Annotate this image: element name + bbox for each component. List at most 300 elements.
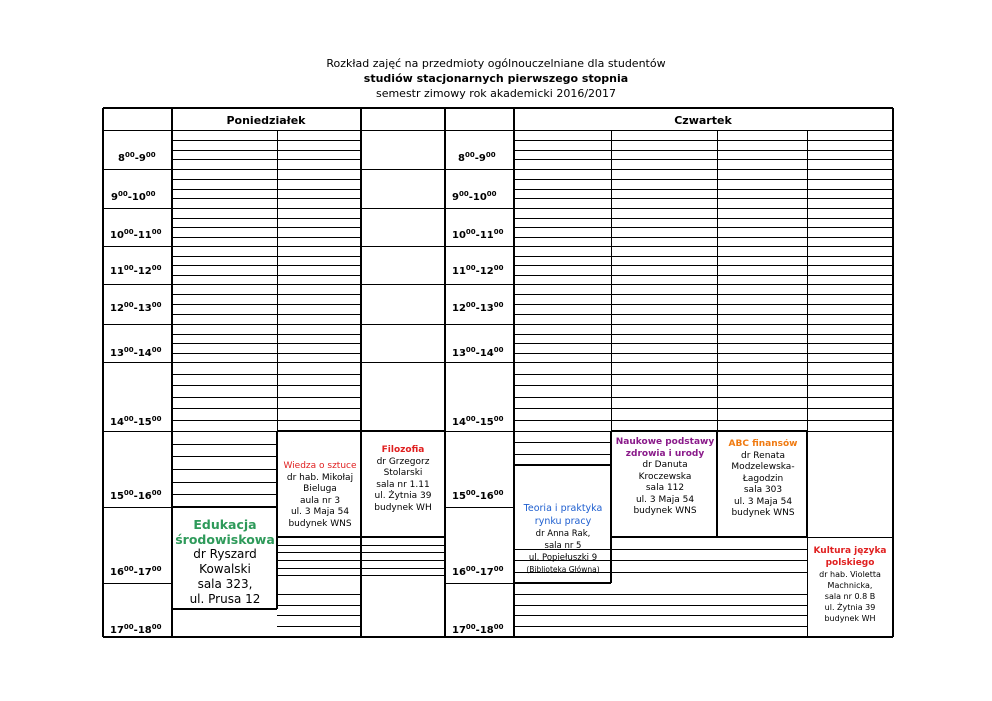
grid-line [172,324,277,325]
grid-line [361,362,445,363]
grid-line [172,150,277,151]
schedule-title-line3: semestr zimowy rok akademicki 2016/2017 [375,87,617,100]
grid-line [361,208,445,209]
grid-line [717,294,807,295]
grid-line [514,362,611,363]
grid-line [514,237,611,238]
grid-line [717,218,807,219]
time-label: $13^{00}-14^{00}$ [110,346,162,359]
grid-line [611,294,717,295]
grid-line [611,237,717,238]
grid-line [103,130,893,131]
grid-line [611,343,717,344]
grid-line [514,615,807,616]
course-title: Kultura języka polskiego [813,546,887,568]
grid-line [277,575,445,576]
course-filozofia [362,445,444,521]
grid-line [102,108,104,637]
time-label: $16^{00}-17^{00}$ [110,565,162,578]
grid-line [277,304,361,305]
course-detail: Machnicka, [827,581,873,590]
grid-line [807,397,893,398]
time-label: $11^{00}-12^{00}$ [452,264,504,277]
grid-line [103,246,172,247]
grid-line [514,582,611,584]
time-label: $12^{00}-13^{00}$ [110,301,162,314]
course-detail: Modzelewska- [731,462,795,472]
course-detail: dr Danuta [642,460,688,470]
grid-line [514,159,611,160]
grid-line [172,343,277,344]
grid-line [277,374,361,375]
grid-line [444,108,446,637]
grid-line [611,246,717,247]
grid-line [172,420,277,421]
grid-line [361,246,445,247]
grid-line [172,179,277,180]
grid-line [514,353,611,354]
grid-line [445,208,514,209]
grid-line [172,198,277,199]
schedule-title-line2: studiów stacjonarnych pierwszego stopnia [363,72,629,85]
grid-line [277,284,361,285]
course-detail: ul. Żytnia 39 [824,603,876,612]
grid-line [277,605,361,606]
grid-line [103,507,172,508]
grid-line [172,159,277,160]
grid-line [277,420,361,421]
grid-line [103,431,172,432]
course-detail: dr Ryszard [193,547,257,561]
grid-line [277,265,361,266]
grid-line [717,265,807,266]
course-abc-finansow [719,439,807,531]
grid-line [611,304,717,305]
course-detail: sala 323, [197,577,253,591]
grid-line [445,246,514,247]
grid-line [514,140,611,141]
grid-line [807,385,893,386]
grid-line [103,324,172,325]
course-edukacja-srodowiskowa [174,517,276,609]
grid-line [514,594,807,595]
time-label: $13^{00}-14^{00}$ [452,346,504,359]
grid-line [172,284,277,285]
grid-line [514,275,611,276]
grid-line [277,218,361,219]
grid-line [807,324,893,325]
grid-line [807,420,893,421]
grid-line [717,385,807,386]
grid-line [172,353,277,354]
time-label: $9^{00}-10^{00}$ [452,190,497,203]
grid-line [277,552,445,553]
grid-line [277,430,361,432]
grid-line [277,208,361,209]
grid-line [717,334,807,335]
grid-line [807,294,893,295]
course-detail: budynek WNS [288,518,352,529]
grid-line [807,227,893,228]
grid-line [445,169,514,170]
grid-line [514,227,611,228]
grid-line [514,314,611,315]
grid-line [172,265,277,266]
grid-line [717,179,807,180]
grid-line [172,494,277,495]
grid-line [717,536,807,538]
grid-line [611,150,717,151]
grid-line [514,343,611,344]
grid-line [611,334,717,335]
grid-line [514,385,611,386]
grid-line [611,397,717,398]
grid-line [361,430,445,432]
grid-line [807,237,893,238]
grid-line [611,198,717,199]
grid-line [277,189,361,190]
grid-line [445,431,514,432]
course-detail: ul. 3 Maja 54 [290,507,350,517]
grid-line [277,594,361,595]
grid-line [611,256,717,257]
grid-line [807,198,893,199]
grid-line [514,304,611,305]
grid-line [172,456,277,457]
grid-line [611,430,717,432]
grid-line [172,304,277,305]
time-label: $8^{00}-9^{00}$ [458,151,496,164]
grid-line [361,324,445,325]
grid-line [611,140,717,141]
grid-line [717,304,807,305]
grid-line [807,256,893,257]
time-label: $17^{00}-18^{00}$ [452,623,504,636]
time-label: $14^{00}-15^{00}$ [110,415,162,428]
grid-line [103,208,172,209]
course-detail: ul. 3 Maja 54 [635,494,695,505]
grid-line [172,362,277,363]
grid-line [361,284,445,285]
grid-line [172,397,277,398]
grid-line [807,218,893,219]
grid-line [717,159,807,160]
grid-line [172,431,277,432]
grid-line [717,343,807,344]
grid-line [611,159,717,160]
grid-line [807,353,893,354]
course-detail: aula nr 3 [299,495,341,506]
grid-line [361,536,445,538]
grid-line [514,284,611,285]
course-title: Wiedza o sztuce [283,461,357,471]
grid-line [277,140,361,141]
day-header-monday: Poniedziałek [226,114,306,127]
grid-line [514,420,611,421]
grid-line [277,385,361,386]
grid-line [717,374,807,375]
course-detail: Stolarski [383,468,423,478]
grid-line [277,198,361,199]
grid-line [611,408,717,409]
grid-line [717,256,807,257]
grid-line [360,108,362,637]
grid-line [172,506,277,508]
grid-line [103,362,172,363]
grid-line [717,284,807,285]
grid-line [807,334,893,335]
time-label: $16^{00}-17^{00}$ [452,565,504,578]
grid-line [514,454,611,455]
grid-line [277,275,361,276]
course-title: Naukowe podstawy zdrowia i urody [615,437,715,459]
grid-line [277,159,361,160]
grid-line [277,362,361,363]
course-detail: Łagodzin [742,473,784,484]
grid-line [717,237,807,238]
time-label: $11^{00}-12^{00}$ [110,264,162,277]
grid-line [514,464,611,466]
grid-line [172,482,277,483]
grid-line [277,615,361,616]
course-naukowe-podstawy [613,437,717,537]
grid-line [611,189,717,190]
grid-line [514,256,611,257]
grid-line [277,246,361,247]
course-detail: ul. 3 Maja 54 [733,496,793,507]
grid-line [514,374,611,375]
grid-line [611,420,717,421]
time-label: $10^{00}-11^{00}$ [452,228,504,241]
course-kultura-jezyka [809,545,891,635]
course-detail: Kroczewska [638,471,692,482]
course-title: Teoria i praktyka rynku pracy [523,503,603,527]
grid-line [514,334,611,335]
grid-line [514,431,611,432]
course-teoria-i-praktyka [516,502,610,582]
course-detail: dr hab. Violetta [819,570,881,579]
grid-line [514,408,611,409]
grid-line [611,324,717,325]
grid-line [277,545,445,546]
course-wiedza-o-sztuce [279,461,361,537]
grid-line [717,246,807,247]
grid-line [445,362,514,363]
grid-line [514,218,611,219]
grid-line [277,353,361,354]
grid-line [717,275,807,276]
grid-line [277,169,361,170]
course-detail: Bieluga [303,484,337,494]
grid-line [172,334,277,335]
course-detail: budynek WH [824,614,876,623]
course-detail: sala 303 [743,485,783,495]
grid-line [514,605,807,606]
grid-line [445,324,514,325]
grid-line [807,169,893,170]
time-label: $15^{00}-16^{00}$ [452,489,504,502]
time-label: $14^{00}-15^{00}$ [452,415,504,428]
grid-line [277,237,361,238]
course-detail: Kowalski [199,562,251,576]
grid-line [611,218,717,219]
grid-line [807,431,893,432]
grid-line [717,362,807,363]
grid-line [611,208,717,209]
grid-line [514,626,807,627]
grid-line [172,314,277,315]
grid-line [172,189,277,190]
grid-line [717,150,807,151]
grid-line [717,314,807,315]
grid-line [807,284,893,285]
grid-line [611,275,717,276]
grid-line [807,408,893,409]
course-detail: (Biblioteka Główna) [526,565,600,574]
course-title: ABC finansów [728,439,798,449]
grid-line [103,583,172,584]
grid-line [172,275,277,276]
grid-line [611,169,717,170]
grid-line [172,218,277,219]
grid-line [611,284,717,285]
course-detail: dr Renata [741,450,785,461]
time-label: $8^{00}-9^{00}$ [118,151,156,164]
grid-line [277,397,361,398]
grid-line [103,169,172,170]
grid-line [807,314,893,315]
grid-line [892,108,894,637]
grid-line [611,227,717,228]
grid-line [277,324,361,325]
grid-line [807,140,893,141]
grid-line [717,408,807,409]
grid-line [172,469,277,470]
grid-line [445,284,514,285]
grid-line [172,444,277,445]
grid-line [276,431,278,537]
grid-line [807,159,893,160]
grid-line [513,465,515,583]
grid-line [807,265,893,266]
time-label: $15^{00}-16^{00}$ [110,489,162,502]
grid-line [807,179,893,180]
grid-line [717,420,807,421]
grid-line [514,150,611,151]
grid-line [807,343,893,344]
course-detail: dr Grzegorz [376,456,430,467]
grid-line [514,324,611,325]
grid-line [807,275,893,276]
course-detail: dr Anna Rak, [535,529,591,539]
course-detail: ul. Żytnia 39 [374,491,432,501]
course-detail: sala 112 [645,483,685,493]
course-detail: budynek WNS [731,508,795,518]
grid-line [277,334,361,335]
grid-line [807,537,893,538]
grid-line [445,507,514,508]
grid-line [514,265,611,266]
grid-line [717,397,807,398]
time-label: $10^{00}-11^{00}$ [110,228,162,241]
grid-line [807,246,893,247]
time-label: $9^{00}-10^{00}$ [111,190,156,203]
grid-line [444,431,446,537]
course-detail: budynek WH [374,502,432,513]
grid-line [610,431,612,537]
grid-line [514,208,611,209]
course-title: Filozofia [381,445,425,455]
grid-line [277,568,445,569]
grid-line [611,179,717,180]
grid-line [717,227,807,228]
grid-line [807,208,893,209]
grid-line [514,397,611,398]
course-detail: sala nr 5 [544,541,582,551]
grid-line [445,583,514,584]
grid-line [807,304,893,305]
grid-line [361,169,445,170]
grid-line [172,140,277,141]
grid-line [611,374,717,375]
grid-line [277,560,445,561]
grid-line [172,294,277,295]
day-header-thursday: Czwartek [674,114,732,127]
grid-line [611,385,717,386]
time-label: $12^{00}-13^{00}$ [452,301,504,314]
grid-line [277,343,361,344]
grid-line [172,169,277,170]
grid-line [807,150,893,151]
grid-line [514,246,611,247]
grid-line [514,198,611,199]
grid-line [611,353,717,354]
grid-line [717,208,807,209]
course-detail: budynek WNS [633,506,697,516]
course-detail: sala nr 1.11 [376,479,430,490]
grid-line [172,246,277,247]
grid-line [172,256,277,257]
grid-line [514,179,611,180]
course-detail: dr hab. Mikołaj [286,472,354,483]
grid-line [277,314,361,315]
grid-line [717,353,807,354]
grid-line [172,237,277,238]
time-label: $17^{00}-18^{00}$ [110,623,162,636]
course-detail: ul. Prusa 12 [189,592,261,606]
grid-line [277,294,361,295]
grid-line [807,362,893,363]
grid-line [277,626,361,627]
schedule-title-line1: Rozkład zajęć na przedmioty ogólnouczelniane dla studentów [326,57,666,70]
grid-line [172,374,277,375]
grid-line [611,362,717,363]
grid-line [171,507,173,609]
grid-line [611,265,717,266]
grid-line [277,408,361,409]
course-detail: ul. Popiełuszki 9 [528,553,598,563]
grid-line [172,227,277,228]
grid-line [611,314,717,315]
grid-line [807,374,893,375]
grid-line [103,107,893,109]
grid-line [277,227,361,228]
grid-line [172,208,277,209]
grid-line [277,256,361,257]
grid-line [172,408,277,409]
grid-line [717,189,807,190]
grid-line [717,140,807,141]
